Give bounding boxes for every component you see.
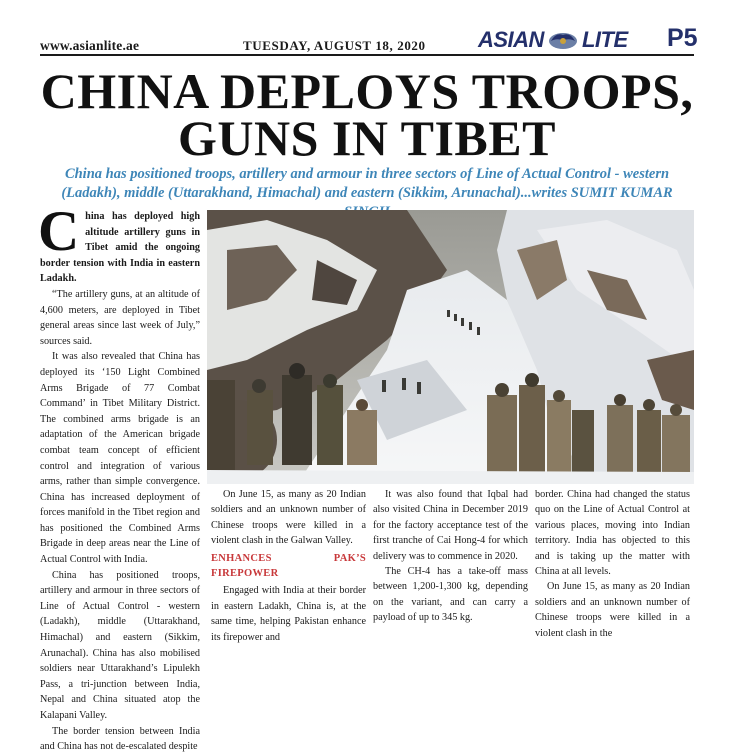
body-paragraph: “The artillery guns, at an altitude of 4,600 meters, are deployed in Tibet general areas since last week of July,” sources said. [40, 288, 200, 347]
site-url: www.asianlite.ae [40, 38, 140, 53]
headline: CHINA DEPLOYS TROOPS, GUNS IN TIBET [40, 63, 694, 166]
body-paragraph: It was also revealed that China has deployed its ‘150 Light Combined Arms Brigade of 77 Combat Command’ in Tibet Military District. The combined arms brigade is an adaptation of the American brigade combat team concept of efficient control and integration of various arms, rather than simple convergence. China has increased deployment of forces manifold in the Tibet region and has positioned the Combined Arms Brigade in deep areas near the Line of Actual Control with India. [40, 351, 200, 566]
body-paragraph: On June 15, as many as 20 Indian soldiers and an unknown number of Chinese troops were killed in a violent clash in the Galwan Valley. [211, 489, 366, 547]
column-3 [373, 487, 528, 626]
lion-emblem-icon [546, 29, 580, 51]
masthead-logo [478, 27, 628, 53]
body-paragraph: It was also found that Iqbal had also visited China in December 2019 for the factory acceptance test of the first tranche of Cai Hong-4 for which delivery was to commence in 2020. [373, 489, 528, 562]
subheading: ENHANCES PAK’S FIREPOWER [211, 552, 366, 580]
body-paragraph: The border tension between India and China has not de-escalated despite [40, 725, 200, 753]
drop-cap: C [38, 200, 80, 263]
body-paragraph: Engaged with India at their border in eastern Ladakh, China is, at the same time, helping Pakistan enhance its firepower and [211, 585, 366, 643]
lead-paragraph [38, 200, 200, 287]
logo-word-lite: LITE [581, 27, 628, 52]
body-paragraph: On June 15, as many as 20 Indian soldiers and an unknown number of Chinese troops were killed in a violent clash in the [535, 581, 690, 639]
page-number: P5 [667, 24, 698, 52]
news-photo [207, 210, 694, 484]
standfirst: China has positioned troops, artillery and armour in three sectors of Line of Actual Control - western (Ladakh), middle (Uttarakhand, Himachal) and eastern (Sikkim, Arunachal)...writes SUMIT KUMAR [61, 166, 673, 201]
column-1 [38, 200, 200, 755]
issue-date: TUESDAY, AUGUST 18, 2020 [243, 38, 426, 53]
body-paragraph: The CH-4 has a take-off mass between 1,200-1,300 kg, depending on the variant, and can carry a payload of up to 345 kg. [373, 566, 528, 624]
header-rule [40, 54, 694, 56]
body-paragraph: border. China had changed the status quo on the Line of Actual Control at various places, moving into Indian territory. India has objected to this and is taking up the matter with China at all levels. [535, 489, 690, 578]
column-4 [535, 487, 690, 641]
lead-text: hina has deployed high altitude artillery guns in Tibet amid the ongoing border tension with India in eastern Ladakh. [40, 211, 200, 285]
logo-word-asian: ASIAN [478, 27, 544, 52]
column-2 [211, 487, 366, 645]
body-paragraph: China has positioned troops, artillery and armour in three sectors of Line of Actual Control - western (Ladakh), middle (Uttarakhand, Himachal) and eastern (Sikkim, Arunachal). China has also mobilised soldiers near Uttarakhand’s Lipulekh Pass, a tri-junction between India, Nepal and China situated atop the Kalapani Valley. [40, 569, 200, 721]
